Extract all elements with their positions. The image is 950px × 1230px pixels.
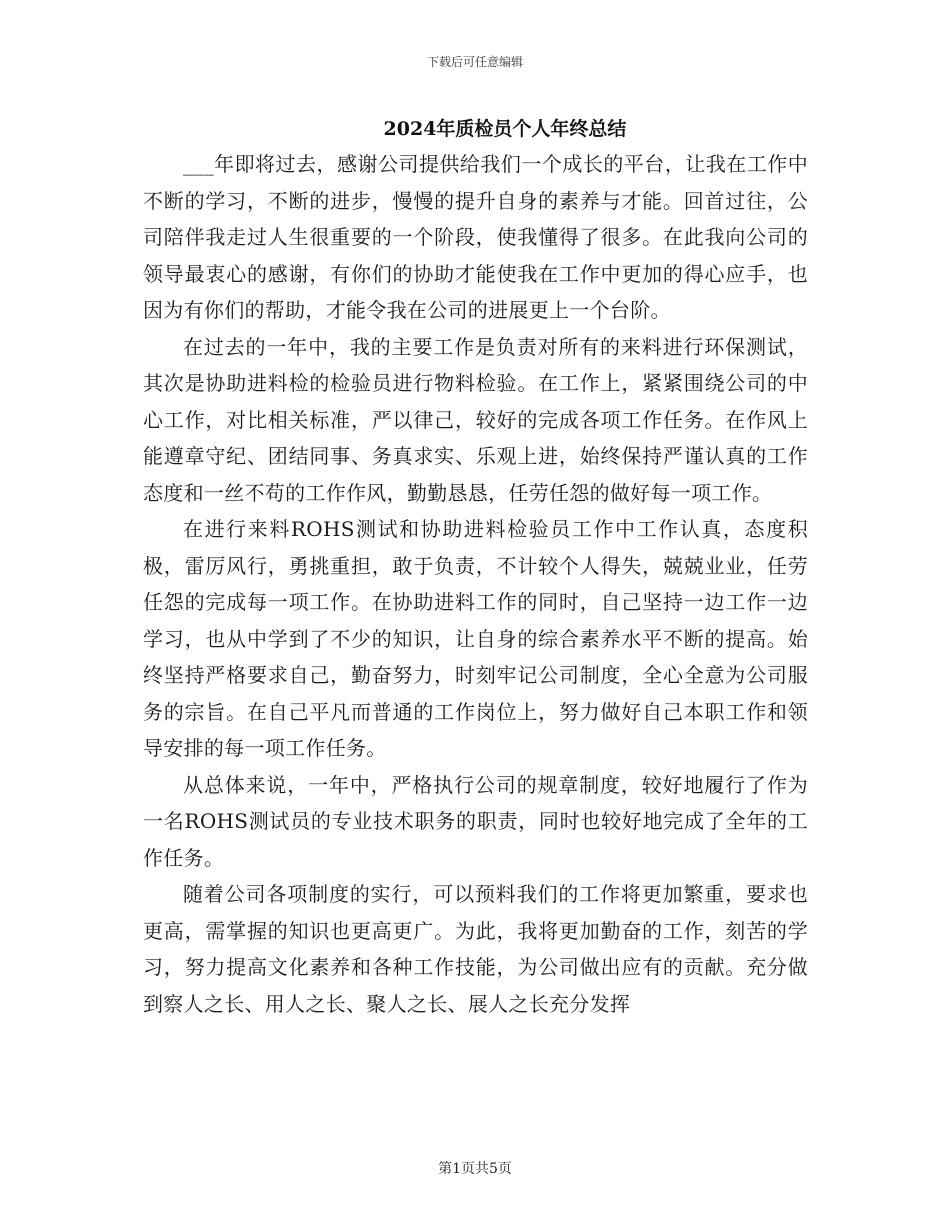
paragraph-3: 在进行来料ROHS测试和协助进料检验员工作中工作认真，态度积极，雷厉风行，勇挑重担，敢于负责，不计较个人得失，兢兢业业，任劳任怨的完成每一项工作。在协助进料工作的同时，自己坚持一边工作一边学习，也从中学到了不少的知识，让自身的综合素养水平不断的提高。始终坚持严格要求自己，勤奋努力，时刻牢记公司制度，全心全意为公司服务的宗旨。在自己平凡而普通的工作岗位上，努力做好自己本职工作和领导安排的每一项工作任务。 <box>143 517 808 760</box>
paragraph-2: 在过去的一年中，我的主要工作是负责对所有的来料进行环保测试，其次是协助进料检的检验员进行物料检验。在工作上，紧紧围绕公司的中心工作，对比相关标准，严以律己，较好的完成各项工作任务。在作风上能遵章守纪、团结同事、务真求实、乐观上进，始终保持严谨认真的工作态度和一丝不苟的工作作风，勤勤恳恳，任劳任怨的做好每一项工作。 <box>143 334 808 505</box>
page-number: 第1页共5页 <box>438 1161 512 1177</box>
paragraph-5: 随着公司各项制度的实行，可以预料我们的工作将更加繁重，要求也更高，需掌握的知识也更高更广。为此，我将更加勤奋的工作，刻苦的学习，努力提高文化素养和各种工作技能，为公司做出应有的贡献。充分做到察人之长、用人之长、聚人之长、展人之长充分发挥 <box>143 882 808 1016</box>
paragraph-4: 从总体来说，一年中，严格执行公司的规章制度，较好地履行了作为一名ROHS测试员的专业技术职务的职责，同时也较好地完成了全年的工作任务。 <box>143 772 808 870</box>
document-body <box>143 146 808 1022</box>
paragraph-1: ___年即将过去，感谢公司提供给我们一个成长的平台，让我在工作中不断的学习，不断的进步，慢慢的提升自身的素养与才能。回首过往，公司陪伴我走过人生很重要的一个阶段，使我懂得了很多。在此我向公司的领导最衷心的感谢，有你们的协助才能使我在工作中更加的得心应手，也因为有你们的帮助，才能令我在公司的进展更上一个台阶。 <box>143 152 808 322</box>
header-note: 下载后可任意编辑 <box>426 55 523 69</box>
document-title: 2024年质检员个人年终总结 <box>383 118 627 140</box>
